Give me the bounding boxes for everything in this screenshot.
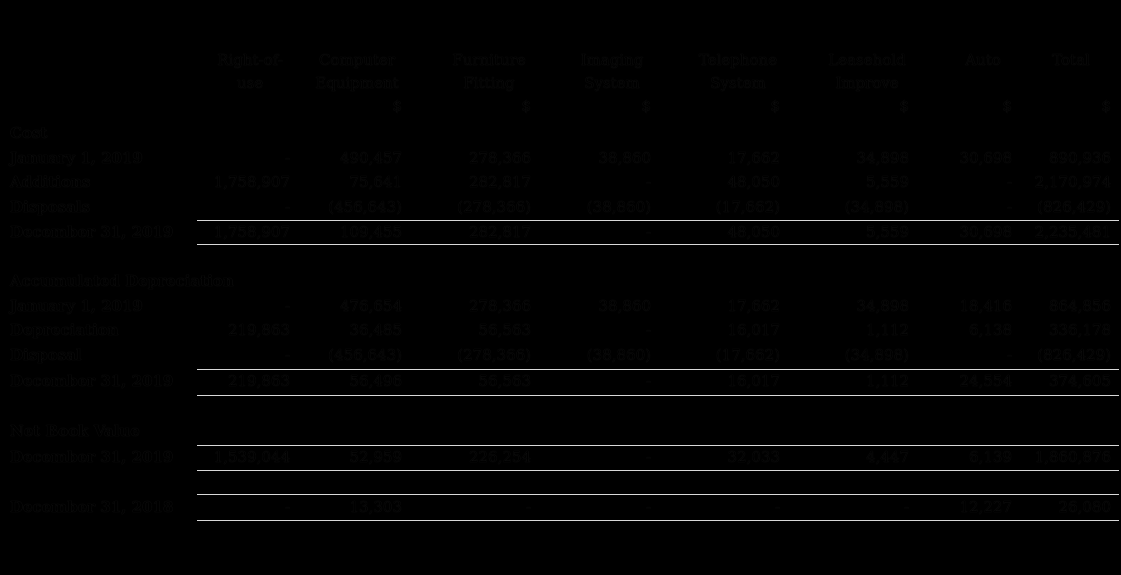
table-cell: 56,496 bbox=[349, 372, 402, 390]
rule-line bbox=[197, 445, 1119, 446]
table-cell: - bbox=[1006, 346, 1012, 364]
column-header-line1: Imaging bbox=[580, 51, 644, 69]
table-cell: (17,662) bbox=[715, 198, 780, 216]
column-header-line2: System bbox=[584, 74, 640, 92]
table-cell: - bbox=[284, 297, 290, 315]
table-cell: 24,554 bbox=[959, 372, 1012, 390]
table-cell: - bbox=[1006, 173, 1012, 191]
table-cell: 18,416 bbox=[959, 297, 1012, 315]
table-cell: - bbox=[645, 321, 651, 339]
table-cell: 38,860 bbox=[598, 297, 651, 315]
column-header-line1: Total bbox=[1052, 51, 1090, 69]
currency-unit: $ bbox=[770, 97, 780, 115]
currency-unit: $ bbox=[392, 97, 402, 115]
table-cell: (38,860) bbox=[586, 198, 651, 216]
table-cell: (17,662) bbox=[715, 346, 780, 364]
table-cell: 34,898 bbox=[856, 149, 909, 167]
row-label: Depreciation bbox=[10, 321, 119, 339]
table-cell: 12,227 bbox=[959, 498, 1012, 516]
table-cell: 48,050 bbox=[727, 173, 780, 191]
section-heading: Cost bbox=[10, 124, 48, 142]
row-label: December 31, 2019 bbox=[10, 372, 174, 390]
table-cell: 13,303 bbox=[349, 498, 402, 516]
table-cell: 16,017 bbox=[727, 372, 780, 390]
row-label: Additions bbox=[10, 173, 91, 191]
table-cell: (826,429) bbox=[1037, 198, 1111, 216]
table-cell: 5,559 bbox=[866, 173, 909, 191]
table-cell: 16,017 bbox=[727, 321, 780, 339]
column-header-line2: Fitting bbox=[463, 74, 515, 92]
table-cell: 32,033 bbox=[727, 448, 780, 466]
column-header-line2: use bbox=[236, 74, 264, 92]
table-cell: - bbox=[525, 498, 531, 516]
table-cell: - bbox=[645, 372, 651, 390]
table-cell: 34,898 bbox=[856, 297, 909, 315]
rule-line bbox=[197, 520, 1119, 521]
table-cell: 75,641 bbox=[349, 173, 402, 191]
table-cell: 226,254 bbox=[468, 448, 531, 466]
table-cell: 52,959 bbox=[349, 448, 402, 466]
table-cell: (34,898) bbox=[844, 346, 909, 364]
table-cell: 278,366 bbox=[468, 149, 531, 167]
table-cell: 490,457 bbox=[339, 149, 402, 167]
table-cell: 1,112 bbox=[866, 321, 909, 339]
table-cell: - bbox=[284, 346, 290, 364]
table-cell: - bbox=[284, 198, 290, 216]
table-cell: 5,559 bbox=[866, 223, 909, 241]
table-cell: 17,662 bbox=[727, 297, 780, 315]
table-cell: - bbox=[284, 149, 290, 167]
table-cell: 2,170,974 bbox=[1034, 173, 1111, 191]
table-cell: - bbox=[1006, 198, 1012, 216]
table-cell: 38,860 bbox=[598, 149, 651, 167]
row-label: January 1, 2019 bbox=[10, 149, 143, 167]
row-label: December 31, 2019 bbox=[10, 223, 174, 241]
row-label: January 1, 2019 bbox=[10, 297, 143, 315]
rule-line bbox=[197, 369, 1119, 370]
table-cell: - bbox=[645, 448, 651, 466]
table-cell: 4,447 bbox=[866, 448, 909, 466]
table-cell: (456,643) bbox=[328, 198, 402, 216]
column-header-line2: System bbox=[710, 74, 766, 92]
table-cell: 1,112 bbox=[866, 372, 909, 390]
table-cell: (278,366) bbox=[457, 198, 531, 216]
table-cell: (278,366) bbox=[457, 346, 531, 364]
rule-line bbox=[197, 470, 1119, 471]
table-cell: 6,138 bbox=[969, 321, 1012, 339]
column-header-line1: Furniture bbox=[452, 51, 526, 69]
row-label: Disposal bbox=[10, 346, 82, 364]
section-heading: Accumulated Depreciation bbox=[10, 272, 234, 290]
row-label: December 31, 2019 bbox=[10, 448, 174, 466]
table-cell: 36,485 bbox=[349, 321, 402, 339]
table-cell: 1,539,044 bbox=[213, 448, 290, 466]
table-cell: 1,860,876 bbox=[1034, 448, 1111, 466]
table-cell: - bbox=[645, 223, 651, 241]
table-cell: - bbox=[903, 498, 909, 516]
rule-line bbox=[197, 244, 1119, 245]
row-label: Disposals bbox=[10, 198, 90, 216]
table-cell: - bbox=[284, 498, 290, 516]
column-header-line1: Telephone bbox=[698, 51, 778, 69]
table-cell: 1,758,907 bbox=[213, 173, 290, 191]
currency-unit: $ bbox=[899, 97, 909, 115]
column-header-line1: Computer bbox=[318, 51, 396, 69]
table-cell: 30,698 bbox=[959, 149, 1012, 167]
currency-unit: $ bbox=[521, 97, 531, 115]
table-cell: 476,654 bbox=[339, 297, 402, 315]
table-cell: 26,080 bbox=[1058, 498, 1111, 516]
table-cell: 56,563 bbox=[478, 321, 531, 339]
table-cell: 374,605 bbox=[1048, 372, 1111, 390]
table-cell: 282,817 bbox=[468, 173, 531, 191]
table-cell: 109,455 bbox=[339, 223, 402, 241]
column-header-line2: Equipment bbox=[315, 74, 399, 92]
table-cell: 30,698 bbox=[959, 223, 1012, 241]
table-cell: 17,662 bbox=[727, 149, 780, 167]
currency-unit: $ bbox=[1101, 97, 1111, 115]
table-cell: 1,758,907 bbox=[213, 223, 290, 241]
table-cell: 6,139 bbox=[969, 448, 1012, 466]
column-header-line1: Right-of- bbox=[217, 51, 283, 69]
row-label: December 31, 2018 bbox=[10, 498, 174, 516]
table-cell: 219,863 bbox=[227, 321, 290, 339]
table-cell: 278,366 bbox=[468, 297, 531, 315]
currency-unit: $ bbox=[1002, 97, 1012, 115]
column-header-line1: Leasehold bbox=[828, 51, 906, 69]
section-heading: Net Book Value bbox=[10, 422, 140, 440]
table-cell: 864,856 bbox=[1048, 297, 1111, 315]
table-cell: 2,235,481 bbox=[1034, 223, 1111, 241]
table-cell: 48,050 bbox=[727, 223, 780, 241]
table-cell: - bbox=[645, 173, 651, 191]
column-header-line2: Improve bbox=[835, 74, 899, 92]
table-cell: (826,429) bbox=[1037, 346, 1111, 364]
table-cell: 56,563 bbox=[478, 372, 531, 390]
table-cell: 219,863 bbox=[227, 372, 290, 390]
table-cell: - bbox=[645, 498, 651, 516]
table-cell: - bbox=[774, 498, 780, 516]
rule-line bbox=[197, 395, 1119, 396]
rule-line bbox=[197, 494, 1119, 495]
table-cell: 336,178 bbox=[1048, 321, 1111, 339]
table-cell: 282,817 bbox=[468, 223, 531, 241]
table-cell: (456,643) bbox=[328, 346, 402, 364]
table-cell: 890,936 bbox=[1048, 149, 1111, 167]
column-header-line1: Auto bbox=[965, 51, 1001, 69]
rule-line bbox=[197, 220, 1119, 221]
currency-unit: $ bbox=[641, 97, 651, 115]
table-cell: (34,898) bbox=[844, 198, 909, 216]
table-cell: (38,860) bbox=[586, 346, 651, 364]
